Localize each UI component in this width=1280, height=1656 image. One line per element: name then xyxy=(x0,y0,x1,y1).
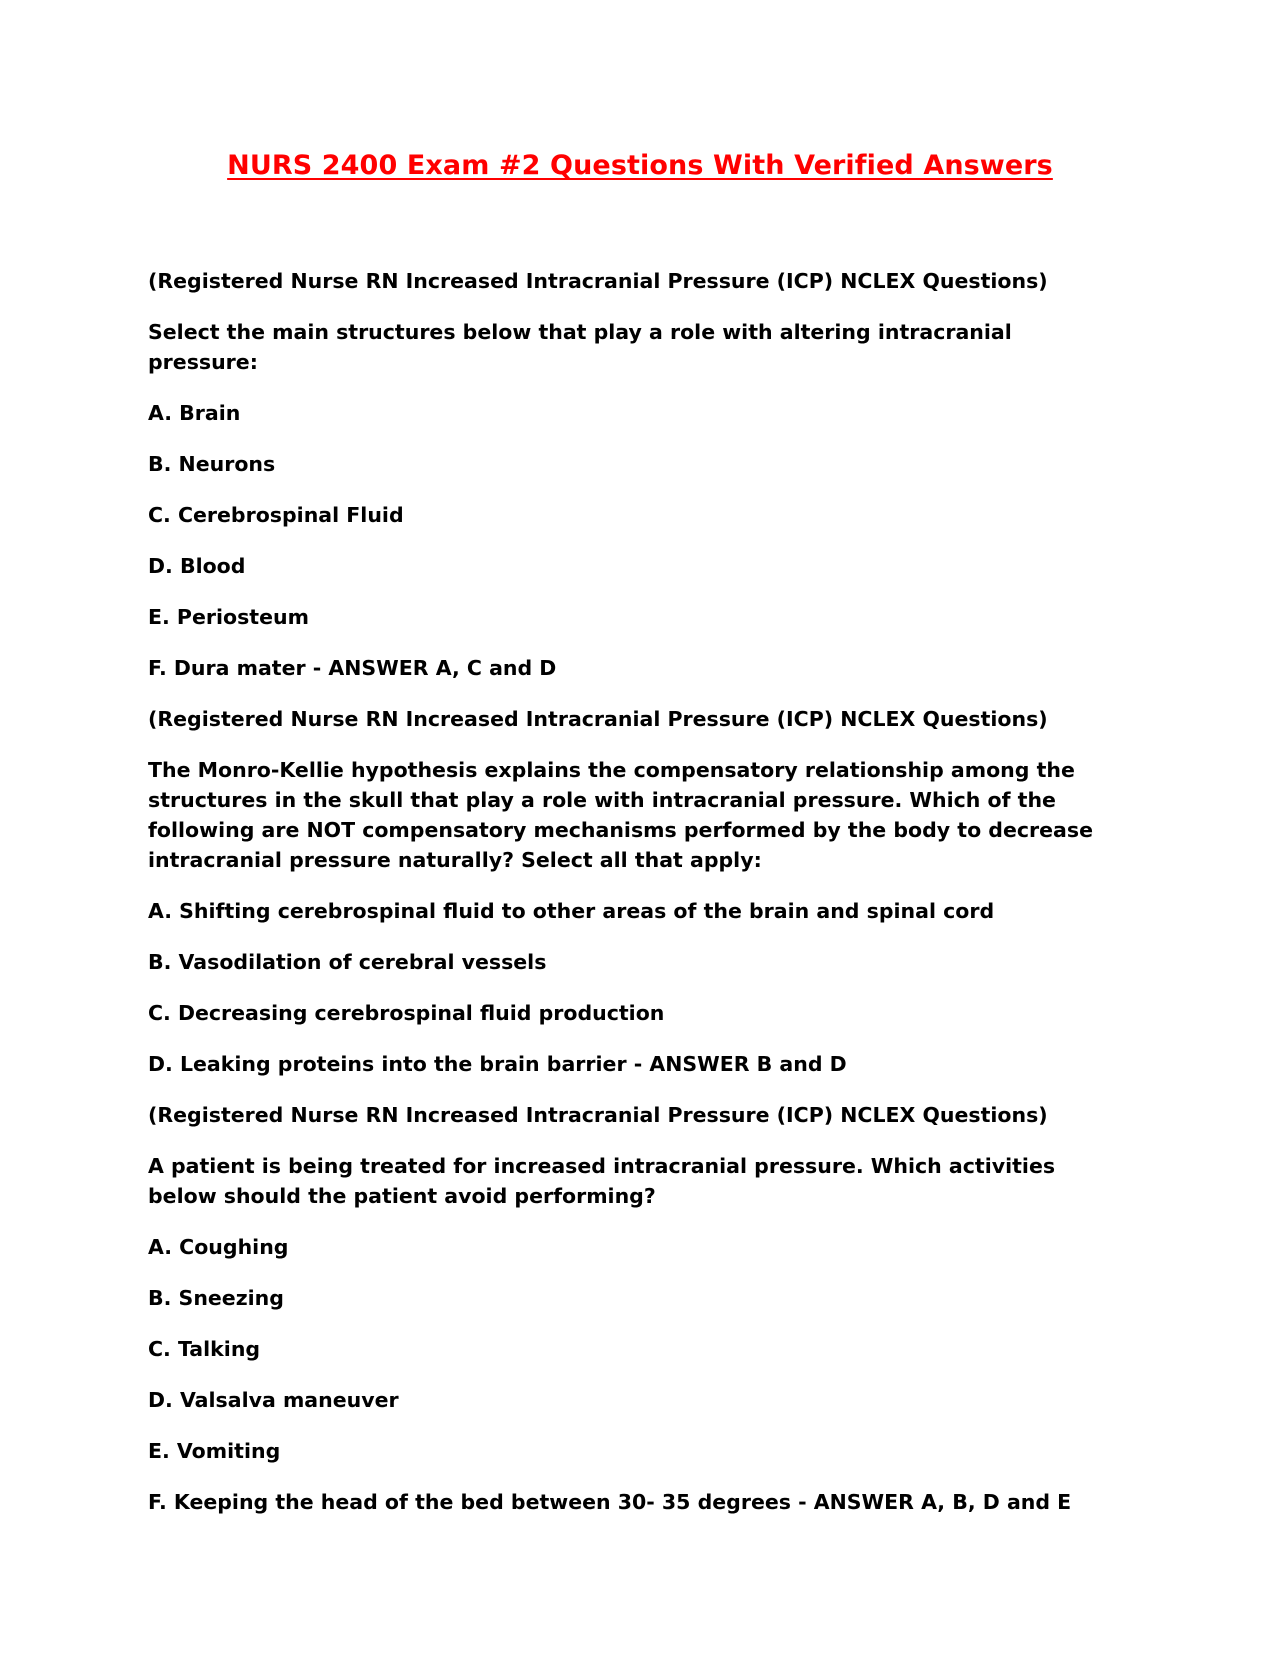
answer-option: B. Sneezing xyxy=(148,1286,284,1310)
answer-option: A. Brain xyxy=(148,401,241,425)
answer-option: C. Decreasing cerebrospinal fluid production xyxy=(148,1001,665,1025)
answer-option: B. Vasodilation of cerebral vessels xyxy=(148,950,547,974)
answer-option: D. Blood xyxy=(148,554,246,578)
answer-option-with-key: F. Keeping the head of the bed between 30- 35 degrees - ANSWER A, B, D and E xyxy=(148,1490,1072,1514)
question-block-2 xyxy=(148,704,1128,1079)
answer-option: D. Valsalva maneuver xyxy=(148,1388,399,1412)
answer-option: C. Cerebrospinal Fluid xyxy=(148,503,404,527)
answer-option: A. Coughing xyxy=(148,1235,289,1259)
answer-option: A. Shifting cerebrospinal fluid to other areas of the brain and spinal cord xyxy=(148,899,995,923)
question-block-3 xyxy=(148,1100,1128,1517)
question-category: (Registered Nurse RN Increased Intracranial Pressure (ICP) NCLEX Questions) xyxy=(148,1103,1048,1127)
question-prompt: A patient is being treated for increased intracranial pressure. Which activities below should the patient avoid performing? xyxy=(148,1154,1056,1208)
answer-option: E. Vomiting xyxy=(148,1439,281,1463)
answer-option: E. Periosteum xyxy=(148,605,309,629)
question-prompt: The Monro-Kellie hypothesis explains the compensatory relationship among the structures in the skull that play a role with intracranial pressure. Which of the following are NOT compensatory mechanisms performed by the body to decrease intracranial pressure naturally? Select all that apply: xyxy=(148,758,1093,872)
question-category: (Registered Nurse RN Increased Intracranial Pressure (ICP) NCLEX Questions) xyxy=(148,707,1048,731)
question-category: (Registered Nurse RN Increased Intracranial Pressure (ICP) NCLEX Questions) xyxy=(148,269,1048,293)
document-title: NURS 2400 Exam #2 Questions With Verified Answers xyxy=(227,150,1053,181)
answer-option-with-key: F. Dura mater - ANSWER A, C and D xyxy=(148,656,557,680)
answer-option-with-key: D. Leaking proteins into the brain barrier - ANSWER B and D xyxy=(148,1052,847,1076)
answer-option: B. Neurons xyxy=(148,452,276,476)
question-prompt: Select the main structures below that play a role with altering intracranial pressure: xyxy=(148,320,1012,374)
question-block-1 xyxy=(148,266,1128,683)
answer-option: C. Talking xyxy=(148,1337,261,1361)
document-body xyxy=(148,266,1128,1538)
